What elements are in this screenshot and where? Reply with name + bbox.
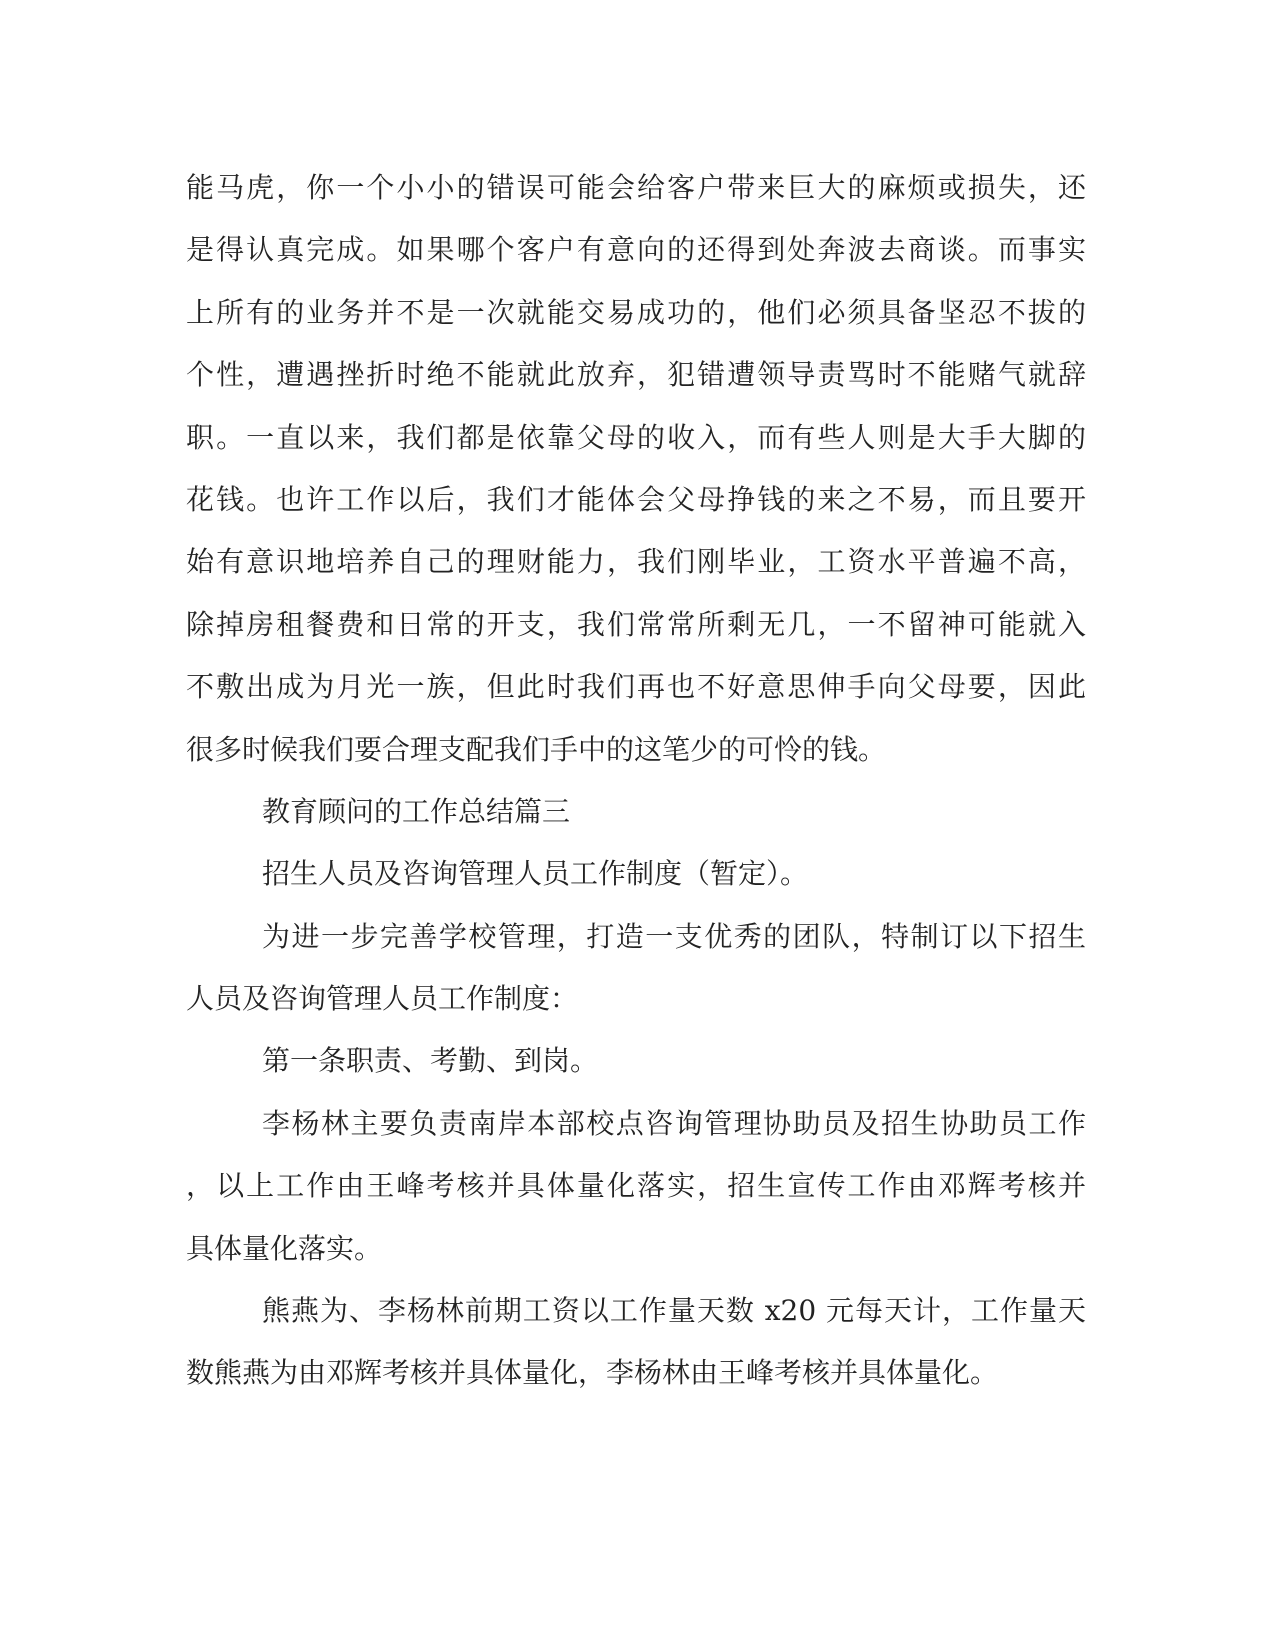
document-body [186, 157, 1086, 1405]
text-line: 个性，遭遇挫折时绝不能就此放弃，犯错遭领导责骂时不能赌气就辞 [186, 358, 1086, 392]
text-line: 始有意识地培养自己的理财能力，我们刚毕业，工资水平普遍不高， [186, 545, 1086, 579]
paragraph-intro [186, 906, 1086, 1031]
text-line: 是得认真完成。如果哪个客户有意向的还得到处奔波去商谈。而事实 [186, 233, 1086, 267]
paragraph-duty [186, 1093, 1086, 1280]
text-line: 能马虎，你一个小小的错误可能会给客户带来巨大的麻烦或损失，还 [186, 171, 1086, 204]
text-line: ，以上工作由王峰考核并具体量化落实，招生宣传工作由邓辉考核并 [186, 1169, 1086, 1203]
text-line: 很多时候我们要合理支配我们手中的这笔少的可怜的钱。 [186, 732, 887, 766]
section-title: 教育顾问的工作总结篇三 [262, 794, 571, 828]
text-line: 为进一步完善学校管理，打造一支优秀的团队，特制订以下招生 [262, 919, 1086, 953]
text-line: 具体量化落实。 [186, 1231, 383, 1265]
text-line: 数熊燕为由邓辉考核并具体量化，李杨林由王峰考核并具体量化。 [186, 1356, 999, 1390]
text-line: 熊燕为、李杨林前期工资以工作量天数 x20 元每天计，工作量天 [262, 1294, 1086, 1328]
paragraph-money-management [186, 157, 1086, 781]
text-line: 李杨林主要负责南岸本部校点咨询管理协助员及招生协助员工作 [262, 1106, 1086, 1140]
text-line: 人员及咨询管理人员工作制度： [186, 982, 579, 1016]
text-line: 不敷出成为月光一族，但此时我们再也不好意思伸手向父母要，因此 [186, 670, 1086, 704]
text-line: 上所有的业务并不是一次就能交易成功的，他们必须具备坚忍不拔的 [186, 295, 1086, 329]
paragraph-salary [186, 1280, 1086, 1405]
text-line: 除掉房租餐费和日常的开支，我们常常所剩无几，一不留神可能就入 [186, 607, 1086, 641]
text-line: 花钱。也许工作以后，我们才能体会父母挣钱的来之不易，而且要开 [186, 482, 1086, 516]
text-line: 职。一直以来，我们都是依靠父母的收入，而有些人则是大手大脚的 [186, 420, 1086, 454]
policy-title: 招生人员及咨询管理人员工作制度（暂定）。 [262, 857, 809, 891]
article-1-title: 第一条职责、考勤、到岗。 [262, 1044, 599, 1078]
